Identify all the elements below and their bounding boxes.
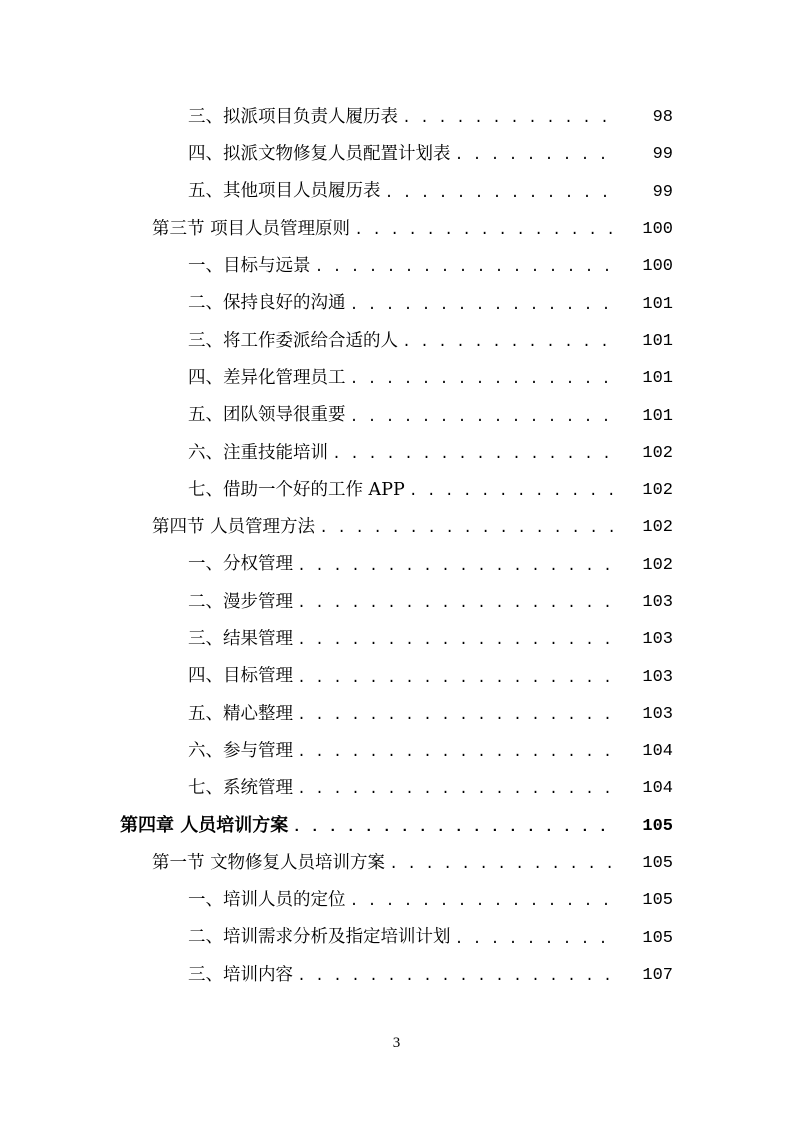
dot-leader bbox=[354, 223, 617, 238]
toc-entry-title: 三、拟派项目负责人履历表 bbox=[188, 106, 398, 127]
toc-entry-page-number: 105 bbox=[642, 891, 673, 911]
dot-leader bbox=[297, 708, 617, 723]
toc-entry-item[interactable] bbox=[0, 285, 793, 322]
toc-entry-item[interactable] bbox=[0, 770, 793, 807]
toc-entry-title: 六、参与管理 bbox=[188, 740, 293, 761]
dot-leader bbox=[292, 820, 617, 835]
toc-entry-page-number: 99 bbox=[652, 145, 673, 165]
toc-entry-title: 二、保持良好的沟通 bbox=[188, 293, 346, 314]
toc-entry-page-number: 104 bbox=[642, 742, 673, 762]
toc-entry-page-number: 105 bbox=[642, 854, 673, 874]
toc-entry-page-number: 104 bbox=[642, 779, 673, 799]
dot-leader bbox=[350, 298, 618, 313]
dot-leader bbox=[350, 372, 618, 387]
toc-entry-page-number: 103 bbox=[642, 667, 673, 687]
dot-leader bbox=[455, 148, 618, 163]
toc-entry-page-number: 102 bbox=[642, 555, 673, 575]
toc-entry-title: 四、目标管理 bbox=[188, 666, 293, 687]
toc-entry-title: 六、注重技能培训 bbox=[188, 442, 328, 463]
toc-entry-title: 七、借助一个好的工作 APP bbox=[188, 479, 405, 500]
toc-entry-section[interactable] bbox=[0, 211, 793, 248]
dot-leader bbox=[402, 111, 617, 126]
toc-entry-title: 第三节 项目人员管理原则 bbox=[152, 218, 351, 239]
dot-leader bbox=[350, 894, 618, 909]
dot-leader bbox=[297, 745, 617, 760]
toc-entry-page-number: 105 bbox=[642, 816, 673, 836]
toc-entry-page-number: 98 bbox=[652, 108, 673, 128]
dot-leader bbox=[455, 932, 618, 947]
toc-entry-item[interactable] bbox=[0, 99, 793, 136]
toc-entry-title: 三、结果管理 bbox=[188, 629, 293, 650]
dot-leader bbox=[409, 484, 617, 499]
dot-leader bbox=[297, 969, 617, 984]
page-number: 3 bbox=[392, 1035, 401, 1051]
toc-entry-item[interactable] bbox=[0, 174, 793, 211]
toc-entry-page-number: 101 bbox=[642, 406, 673, 426]
dot-leader bbox=[297, 671, 617, 686]
toc-entry-title: 四、拟派文物修复人员配置计划表 bbox=[188, 144, 451, 165]
toc-entry-item[interactable] bbox=[0, 920, 793, 957]
toc-entry-title: 四、差异化管理员工 bbox=[188, 367, 346, 388]
toc-entry-page-number: 102 bbox=[642, 443, 673, 463]
toc-entry-item[interactable] bbox=[0, 733, 793, 770]
toc-entry-item[interactable] bbox=[0, 957, 793, 994]
toc-entry-page-number: 99 bbox=[652, 182, 673, 202]
toc-entry-item[interactable] bbox=[0, 882, 793, 919]
toc-entry-page-number: 103 bbox=[642, 704, 673, 724]
dot-leader bbox=[297, 559, 617, 574]
dot-leader bbox=[389, 857, 617, 872]
toc-entry-title: 七、系统管理 bbox=[188, 778, 293, 799]
toc-entry-item[interactable] bbox=[0, 397, 793, 434]
toc-entry-item[interactable] bbox=[0, 435, 793, 472]
dot-leader bbox=[332, 447, 617, 462]
toc-entry-title: 五、精心整理 bbox=[188, 703, 293, 724]
toc-entry-page-number: 102 bbox=[642, 481, 673, 501]
toc-entry-chapter[interactable] bbox=[0, 808, 793, 845]
toc-entry-page-number: 103 bbox=[642, 630, 673, 650]
dot-leader bbox=[350, 410, 618, 425]
dot-leader bbox=[385, 186, 618, 201]
toc-entry-title: 二、漫步管理 bbox=[188, 591, 293, 612]
toc-entry-item[interactable] bbox=[0, 696, 793, 733]
table-of-contents bbox=[0, 99, 793, 994]
toc-entry-page-number: 101 bbox=[642, 369, 673, 389]
toc-entry-title: 一、分权管理 bbox=[188, 554, 293, 575]
toc-entry-item[interactable] bbox=[0, 360, 793, 397]
toc-entry-item[interactable] bbox=[0, 547, 793, 584]
toc-entry-page-number: 100 bbox=[642, 220, 673, 240]
toc-entry-title: 一、目标与远景 bbox=[188, 256, 311, 277]
dot-leader bbox=[297, 596, 617, 611]
toc-entry-title: 二、培训需求分析及指定培训计划 bbox=[188, 927, 451, 948]
toc-entry-item[interactable] bbox=[0, 136, 793, 173]
toc-entry-section[interactable] bbox=[0, 845, 793, 882]
dot-leader bbox=[315, 260, 618, 275]
toc-entry-item[interactable] bbox=[0, 621, 793, 658]
toc-entry-title: 三、将工作委派给合适的人 bbox=[188, 330, 398, 351]
toc-entry-page-number: 105 bbox=[642, 928, 673, 948]
toc-entry-title: 第四章 人员培训方案 bbox=[120, 815, 289, 837]
toc-entry-title: 三、培训内容 bbox=[188, 964, 293, 985]
toc-entry-page-number: 103 bbox=[642, 593, 673, 612]
toc-entry-page-number: 101 bbox=[642, 331, 673, 351]
toc-entry-item[interactable] bbox=[0, 248, 793, 285]
toc-entry-title: 五、其他项目人员履历表 bbox=[188, 181, 381, 202]
toc-entry-page-number: 102 bbox=[642, 518, 673, 538]
dot-leader bbox=[297, 633, 617, 648]
toc-entry-page-number: 107 bbox=[642, 965, 673, 985]
toc-entry-title: 五、团队领导很重要 bbox=[188, 405, 346, 426]
toc-entry-item[interactable] bbox=[0, 658, 793, 695]
toc-entry-item[interactable] bbox=[0, 472, 793, 509]
toc-entry-item[interactable] bbox=[0, 584, 793, 621]
dot-leader bbox=[402, 335, 617, 350]
toc-entry-page-number: 101 bbox=[642, 294, 673, 314]
dot-leader bbox=[319, 521, 617, 536]
toc-entry-section[interactable] bbox=[0, 509, 793, 546]
toc-entry-title: 一、培训人员的定位 bbox=[188, 890, 346, 911]
toc-entry-title: 第四节 人员管理方法 bbox=[152, 517, 316, 538]
toc-entry-title: 第一节 文物修复人员培训方案 bbox=[152, 852, 386, 873]
dot-leader bbox=[297, 782, 617, 797]
toc-entry-item[interactable] bbox=[0, 323, 793, 360]
toc-entry-page-number: 100 bbox=[642, 257, 673, 277]
